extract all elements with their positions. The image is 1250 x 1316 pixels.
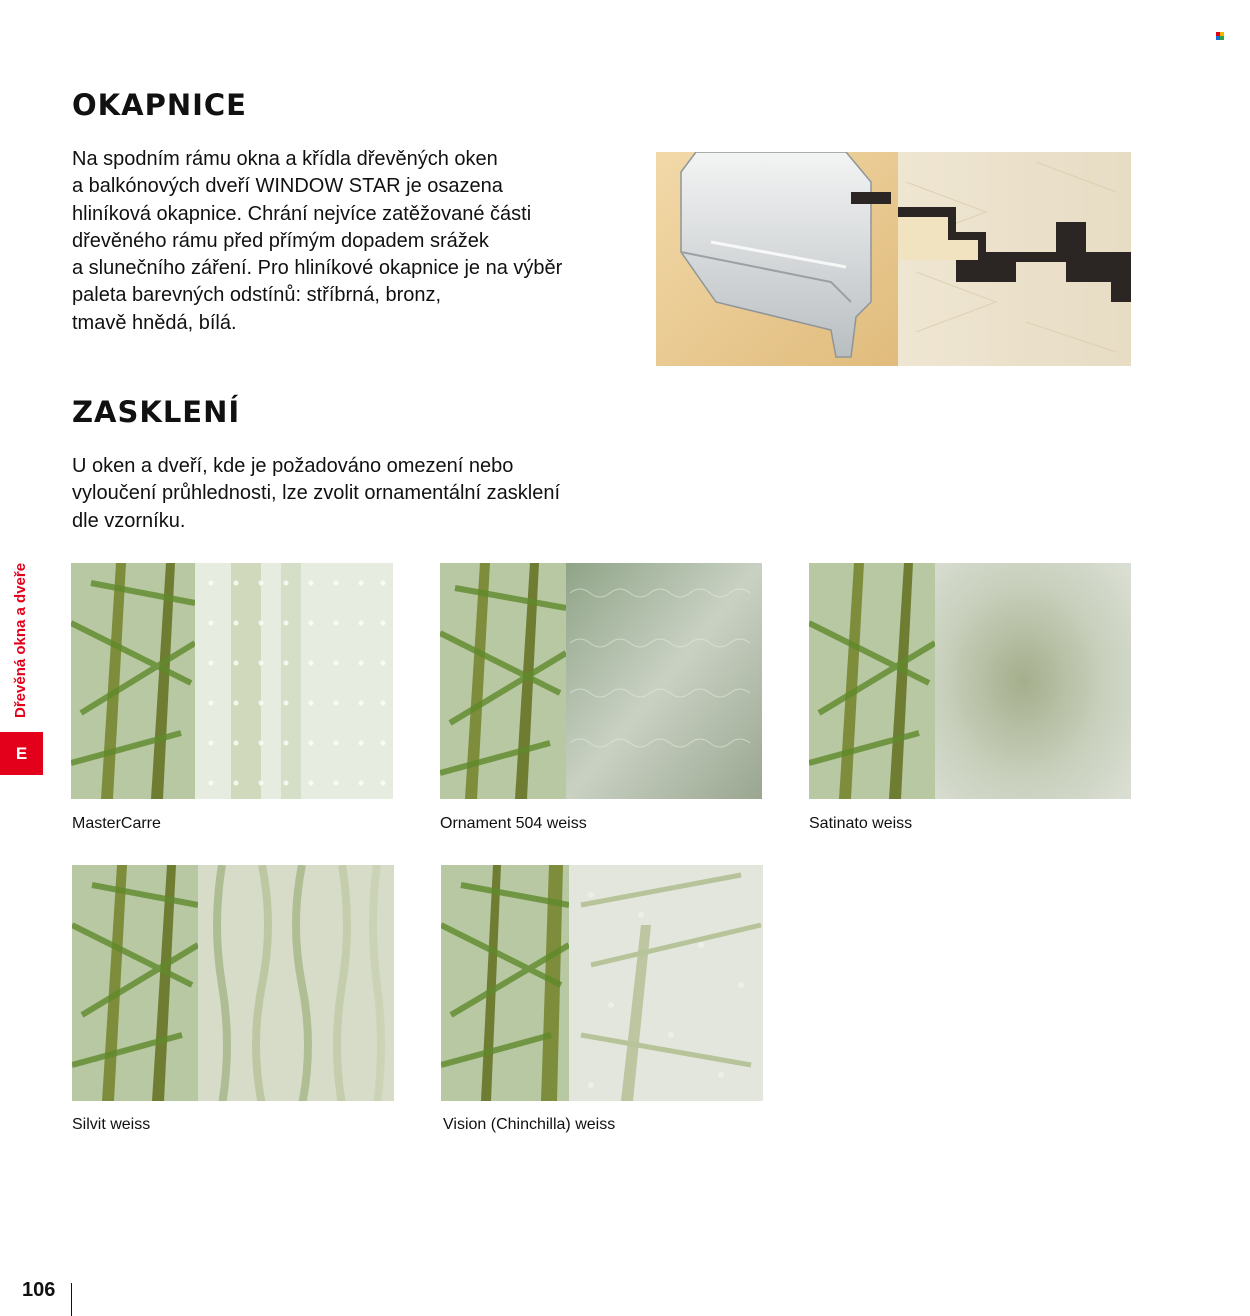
zaskleni-line: dle vzorníku. [72, 509, 186, 532]
glass-sample-ornament-504 [440, 563, 762, 799]
brand-logo-mark [1216, 27, 1224, 35]
page-number: 106 [22, 1279, 56, 1301]
okapnice-line: a slunečního záření. Pro hliníkové okapnice je na výběr [72, 257, 563, 280]
section-tab-letter: E [15, 743, 28, 763]
okapnice-line: Na spodním rámu okna a křídla dřevěných oken [72, 148, 498, 170]
okapnice-paragraph [72, 146, 632, 337]
zaskleni-line: U oken a dveří, kde je požadováno omezení nebo [72, 455, 514, 477]
drip-profile-image [656, 152, 1131, 366]
page-number-divider [71, 1283, 72, 1316]
okapnice-line: paleta barevných odstínů: stříbrná, bronz, [72, 284, 442, 307]
glass-sample-satinato [809, 563, 1131, 799]
sample-caption: MasterCarre [72, 815, 161, 832]
section-side-label: Dřevěná okna a dveře [12, 562, 29, 718]
glass-sample-silvit [72, 865, 394, 1101]
okapnice-heading: OKAPNICE [72, 88, 247, 122]
sample-caption: Ornament 504 weiss [440, 815, 587, 832]
okapnice-line: tmavě hnědá, bílá. [72, 311, 237, 334]
okapnice-line: a balkónových dveří WINDOW STAR je osazena [72, 175, 503, 198]
okapnice-line: dřevěného rámu před přímým dopadem srážek [72, 229, 489, 252]
zaskleni-line: vyloučení průhlednosti, lze zvolit ornamentální zasklení [72, 482, 561, 505]
zaskleni-heading: ZASKLENÍ [72, 395, 241, 429]
zaskleni-paragraph [72, 453, 632, 535]
okapnice-line: hliníková okapnice. Chrání nejvíce zatěžované části [72, 202, 532, 225]
sample-caption: Satinato weiss [809, 815, 913, 832]
section-tab [0, 732, 43, 775]
sample-caption: Vision (Chinchilla) weiss [443, 1116, 616, 1133]
glass-sample-mastercarre [71, 563, 393, 799]
sample-caption: Silvit weiss [72, 1116, 151, 1133]
glass-sample-vision-chinchilla [441, 865, 763, 1101]
